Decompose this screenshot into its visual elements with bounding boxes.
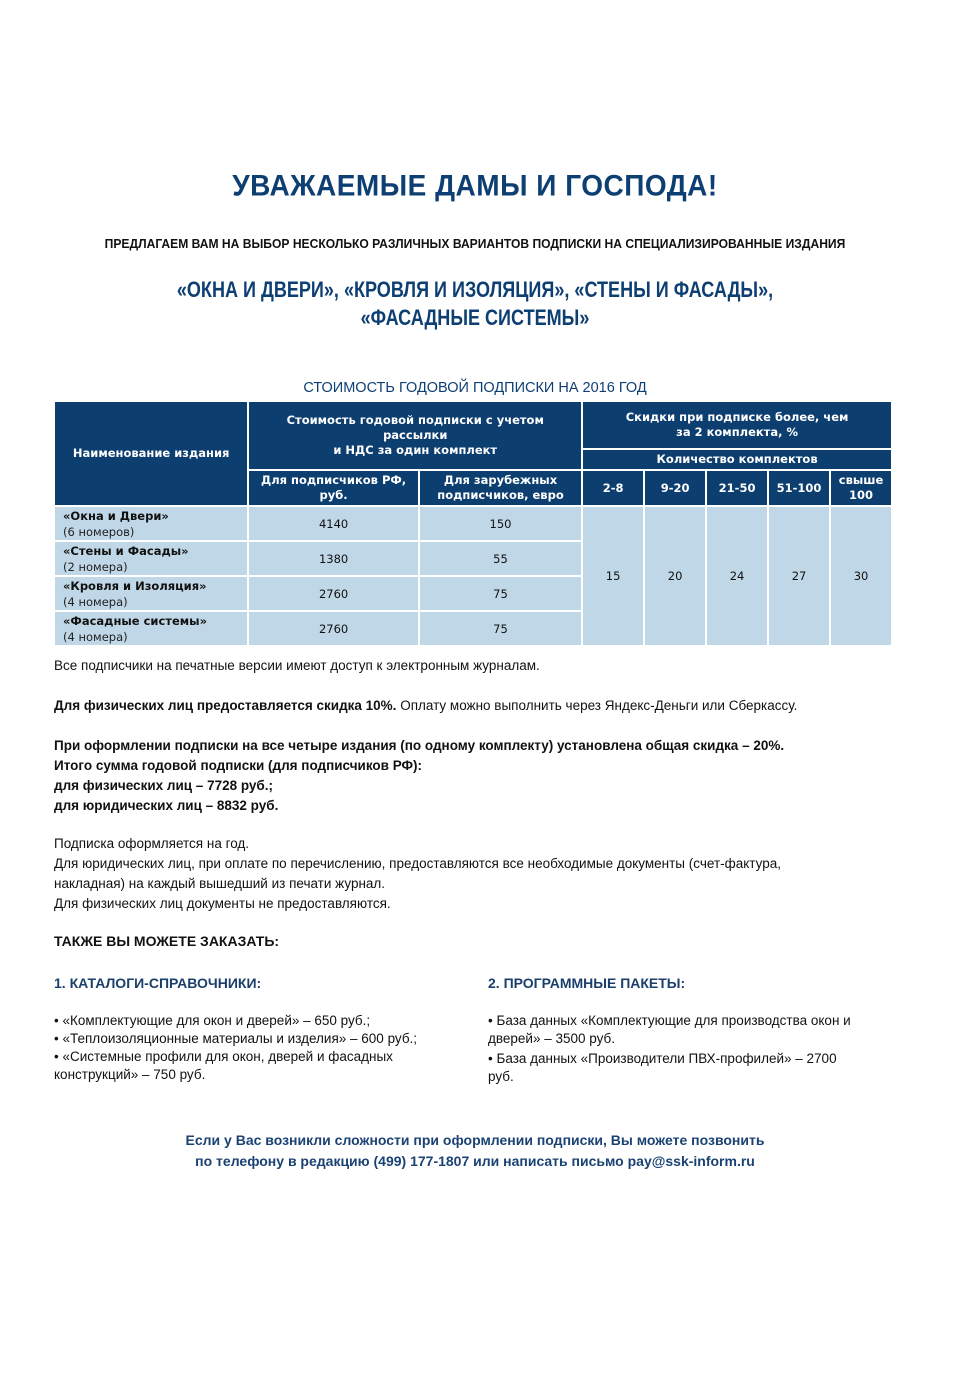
- price-foreign-cell: 55: [420, 542, 581, 575]
- header-discount-group: Скидки при подписке более, чем за 2 комплекта, %: [583, 402, 891, 448]
- publications-line-2: «ФАСАДНЫЕ СИСТЕМЫ»: [360, 305, 590, 330]
- price-foreign-cell: 75: [420, 577, 581, 610]
- page-subtitle: ПРЕДЛАГАЕМ ВАМ НА ВЫБОР НЕСКОЛЬКО РАЗЛИЧНЫХ ВАРИАНТОВ ПОДПИСКИ НА СПЕЦИАЛИЗИРОВАННЫЕ ИЗДАНИЯ: [104, 236, 846, 251]
- electronic-access-note: Все подписчики на печатные версии имеют доступ к электронным журналам.: [54, 658, 540, 673]
- list-item: • «Системные профили для окон, дверей и фасадных конструкций» – 750 руб.: [54, 1049, 393, 1082]
- price-rf-cell: 2760: [249, 577, 418, 610]
- catalogs-heading: 1. КАТАЛОГИ-СПРАВОЧНИКИ:: [54, 975, 262, 991]
- header-range-over-100: свыше 100: [831, 471, 891, 505]
- price-foreign-cell: 75: [420, 612, 581, 645]
- header-range-51-100: 51-100: [769, 471, 829, 505]
- price-rf-cell: 1380: [249, 542, 418, 575]
- software-list: [488, 1012, 898, 1086]
- header-quantity: Количество комплектов: [583, 450, 891, 469]
- subscription-terms-block: Подписка оформляется на год. Для юридических лиц, при оплате по перечислению, предоставляются все необходимые документы (счет-фактура, накладная) на каждый вышедший из печати журнал. Для физических лиц документы не предоставляются.: [54, 836, 782, 911]
- list-item: • «Теплоизоляционные материалы и изделия» – 600 руб.;: [54, 1031, 418, 1046]
- header-range-2-8: 2-8: [583, 471, 643, 505]
- list-item: • База данных «Производители ПВХ-профилей» – 2700 руб.: [488, 1051, 837, 1084]
- header-publication-name: Наименование издания: [55, 402, 247, 505]
- header-cost-foreign: Для зарубежных подписчиков, евро: [420, 471, 581, 505]
- publication-name-cell: «Кровля и Изоляция» (4 номера): [55, 577, 247, 610]
- price-rf-cell: 4140: [249, 507, 418, 540]
- discount-cell-over-100: 30: [831, 507, 891, 645]
- page-title: УВАЖАЕМЫЕ ДАМЫ И ГОСПОДА!: [232, 169, 718, 202]
- contact-footer: Если у Вас возникли сложности при оформлении подписки, Вы можете позвонить по телефону в редакцию (499) 177-1807 или написать письмо pay@ssk-inform.ru: [185, 1132, 765, 1169]
- header-cost-rf: Для подписчиков РФ, руб.: [249, 471, 418, 505]
- discount-cell-2-8: 15: [583, 507, 643, 645]
- publication-name-cell: «Фасадные системы» (4 номера): [55, 612, 247, 645]
- table-row: [55, 507, 891, 540]
- individual-discount-note: Для физических лиц предоставляется скидка 10%. Оплату можно выполнить через Яндекс-Деньги или Сберкассу.: [54, 698, 798, 713]
- bundle-discount-block: При оформлении подписки на все четыре издания (по одному комплекту) установлена общая скидка – 20%. Итого сумма годовой подписки (для подписчиков РФ): для физических лиц – 7728 руб.; для юридических лиц – 8832 руб.: [54, 738, 785, 813]
- header-cost-group: Стоимость годовой подписки с учетом рассылки и НДС за один комплект: [249, 402, 581, 469]
- publication-name-cell: «Окна и Двери» (6 номеров): [55, 507, 247, 540]
- also-order-heading: ТАКЖЕ ВЫ МОЖЕТЕ ЗАКАЗАТЬ:: [54, 933, 280, 949]
- publications-line-1: «ОКНА И ДВЕРИ», «КРОВЛЯ И ИЗОЛЯЦИЯ», «СТЕНЫ И ФАСАДЫ»,: [176, 277, 774, 302]
- publications-heading: [86, 276, 865, 332]
- header-range-21-50: 21-50: [707, 471, 767, 505]
- publication-name-cell: «Стены и Фасады» (2 номера): [55, 542, 247, 575]
- list-item: • База данных «Комплектующие для производства окон и дверей» – 3500 руб.: [488, 1013, 851, 1046]
- discount-cell-51-100: 27: [769, 507, 829, 645]
- catalogs-list: [54, 1012, 464, 1084]
- subscription-price-table: [53, 400, 893, 647]
- header-range-9-20: 9-20: [645, 471, 705, 505]
- list-item: • «Комплектующие для окон и дверей» – 650 руб.;: [54, 1013, 371, 1028]
- price-foreign-cell: 150: [420, 507, 581, 540]
- discount-cell-21-50: 24: [707, 507, 767, 645]
- table-caption: СТОИМОСТЬ ГОДОВОЙ ПОДПИСКИ НА 2016 ГОД: [303, 380, 647, 396]
- software-heading: 2. ПРОГРАММНЫЕ ПАКЕТЫ:: [488, 975, 686, 991]
- price-rf-cell: 2760: [249, 612, 418, 645]
- discount-cell-9-20: 20: [645, 507, 705, 645]
